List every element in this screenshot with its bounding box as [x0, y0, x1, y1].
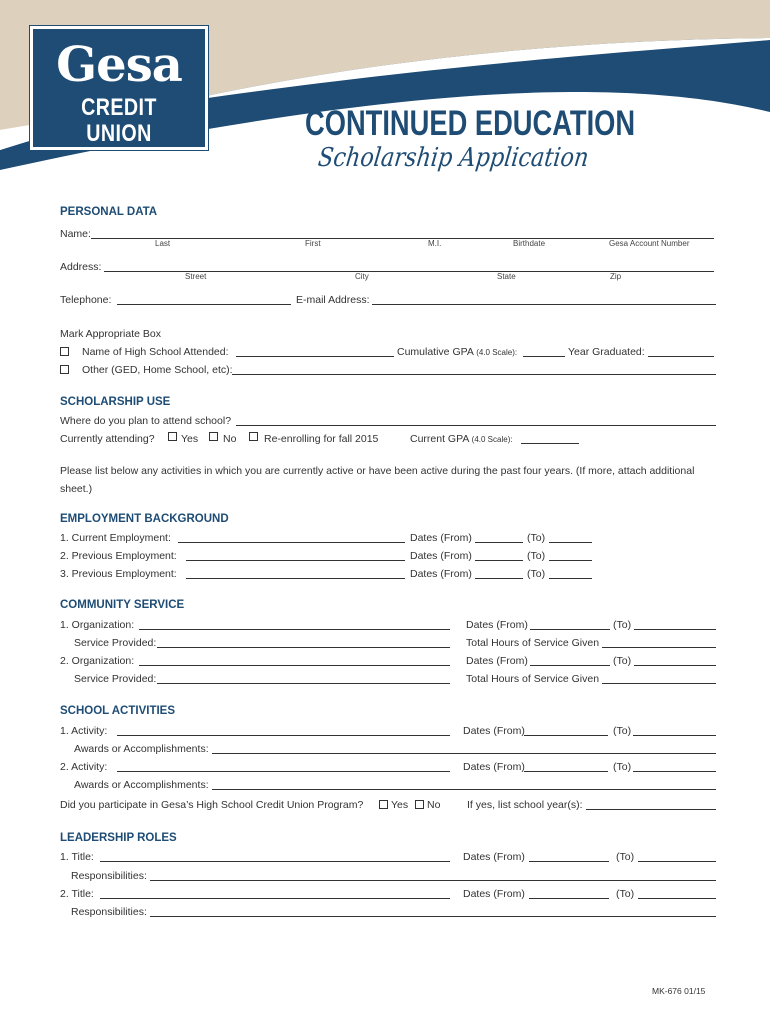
- total-hours-label: Total Hours of Service Given: [466, 673, 600, 685]
- form-code: MK-676 01/15: [652, 986, 706, 996]
- program-yes-label: Yes: [391, 799, 409, 811]
- attending-yes-checkbox[interactable]: [168, 432, 177, 441]
- dates-from-label: Dates (From): [466, 619, 528, 631]
- responsibilities-label: Responsibilities:: [71, 906, 147, 918]
- total-hours-label: Total Hours of Service Given: [466, 637, 600, 649]
- activity-label: 2. Activity:: [60, 761, 108, 773]
- awards-label: Awards or Accomplishments:: [74, 743, 209, 755]
- activities-instructions: Please list below any activities in which you are currently active or have been active during the past four years. (If more, attach additional sheet.): [60, 465, 695, 495]
- dates-from-field[interactable]: [529, 861, 609, 862]
- organization-label: 1. Organization:: [60, 619, 135, 631]
- employment-row-label: 3. Previous Employment:: [60, 568, 177, 580]
- employment-row-label: 1. Current Employment:: [60, 532, 171, 544]
- attending-yes-label: Yes: [181, 433, 199, 445]
- title-field[interactable]: [100, 898, 450, 899]
- organization-label: 2. Organization:: [60, 655, 135, 667]
- title-label: 1. Title:: [60, 851, 94, 863]
- dates-from-label: Dates (From): [410, 568, 472, 580]
- dates-from-field[interactable]: [475, 542, 523, 543]
- awards-field[interactable]: [212, 753, 716, 754]
- caption-account-number: Gesa Account Number: [609, 239, 690, 248]
- other-school-checkbox[interactable]: [60, 365, 69, 374]
- activity-field[interactable]: [117, 735, 450, 736]
- title-field[interactable]: [100, 861, 450, 862]
- section-school-activities: SCHOOL ACTIVITIES: [60, 705, 176, 717]
- dates-from-field[interactable]: [475, 578, 523, 579]
- dates-from-label: Dates (From): [466, 655, 528, 667]
- dates-to-label: (To): [613, 725, 632, 737]
- dates-from-field[interactable]: [524, 771, 608, 772]
- program-no-label: No: [427, 799, 441, 811]
- dates-from-field[interactable]: [530, 629, 610, 630]
- dates-to-label: (To): [613, 761, 632, 773]
- service-provided-label: Service Provided:: [74, 673, 157, 685]
- dates-to-field[interactable]: [638, 898, 716, 899]
- dates-to-label: (To): [527, 550, 546, 562]
- employment-row-label: 2. Previous Employment:: [60, 550, 177, 562]
- section-scholarship-use: SCHOLARSHIP USE: [60, 396, 171, 408]
- responsibilities-field[interactable]: [150, 916, 716, 917]
- service-provided-field[interactable]: [157, 647, 450, 648]
- telephone-label: Telephone:: [60, 294, 112, 306]
- previous-employment-field[interactable]: [186, 578, 405, 579]
- previous-employment-field[interactable]: [186, 560, 405, 561]
- current-gpa-label: Current GPA (4.0 Scale):: [410, 433, 513, 445]
- hs-program-question: Did you participate in Gesa’s High School Credit Union Program?: [60, 799, 364, 811]
- cumulative-gpa-field[interactable]: [523, 356, 565, 357]
- dates-to-label: (To): [616, 851, 635, 863]
- organization-field[interactable]: [139, 629, 450, 630]
- caption-first: First: [305, 239, 321, 248]
- telephone-field[interactable]: [117, 304, 291, 305]
- email-label: E-mail Address:: [296, 294, 370, 306]
- awards-field[interactable]: [212, 789, 716, 790]
- logo-subtext: CREDIT UNION: [81, 94, 157, 147]
- currently-attending-label: Currently attending?: [60, 433, 155, 445]
- organization-field[interactable]: [139, 665, 450, 666]
- dates-to-field[interactable]: [634, 629, 716, 630]
- service-provided-label: Service Provided:: [74, 637, 157, 649]
- activity-field[interactable]: [117, 771, 450, 772]
- other-school-field[interactable]: [232, 374, 716, 375]
- dates-to-field[interactable]: [633, 771, 716, 772]
- dates-from-label: Dates (From): [463, 725, 525, 737]
- dates-from-field[interactable]: [475, 560, 523, 561]
- page-subtitle: Scholarship Application: [316, 143, 591, 173]
- service-provided-field[interactable]: [157, 683, 450, 684]
- total-hours-field[interactable]: [602, 647, 716, 648]
- gesa-logo: [30, 26, 208, 150]
- dates-from-field[interactable]: [530, 665, 610, 666]
- current-gpa-field[interactable]: [521, 443, 579, 444]
- title-label: 2. Title:: [60, 888, 94, 900]
- activity-label: 1. Activity:: [60, 725, 108, 737]
- dates-to-field[interactable]: [549, 560, 592, 561]
- high-school-checkbox[interactable]: [60, 347, 69, 356]
- name-label: Name:: [60, 228, 91, 240]
- year-graduated-label: Year Graduated:: [568, 346, 645, 358]
- email-field[interactable]: [372, 304, 716, 305]
- dates-to-field[interactable]: [633, 735, 716, 736]
- caption-state: State: [497, 272, 516, 281]
- program-yes-checkbox[interactable]: [379, 800, 388, 809]
- address-label: Address:: [60, 261, 102, 273]
- cumulative-gpa-label: Cumulative GPA (4.0 Scale):: [397, 346, 518, 358]
- dates-from-label: Dates (From): [463, 761, 525, 773]
- dates-to-field[interactable]: [549, 578, 592, 579]
- total-hours-field[interactable]: [602, 683, 716, 684]
- other-school-label: Other (GED, Home School, etc):: [82, 364, 233, 376]
- section-leadership-roles: LEADERSHIP ROLES: [60, 832, 177, 844]
- reenrolling-label: Re-enrolling for fall 2015: [264, 433, 379, 445]
- dates-to-field[interactable]: [549, 542, 592, 543]
- attending-no-checkbox[interactable]: [209, 432, 218, 441]
- high-school-field[interactable]: [236, 356, 394, 357]
- dates-to-label: (To): [616, 888, 635, 900]
- attend-where-field[interactable]: [236, 425, 716, 426]
- dates-to-label: (To): [527, 568, 546, 580]
- year-graduated-field[interactable]: [648, 356, 714, 357]
- dates-from-label: Dates (From): [463, 851, 525, 863]
- school-years-field[interactable]: [586, 809, 716, 810]
- dates-to-label: (To): [527, 532, 546, 544]
- section-employment: EMPLOYMENT BACKGROUND: [60, 513, 229, 525]
- caption-last: Last: [155, 239, 171, 248]
- mark-box-label: Mark Appropriate Box: [60, 328, 161, 340]
- current-employment-field[interactable]: [178, 542, 405, 543]
- caption-mi: M.I.: [428, 239, 442, 248]
- dates-to-label: (To): [613, 619, 632, 631]
- section-personal-data: PERSONAL DATA: [60, 206, 158, 218]
- section-community-service: COMMUNITY SERVICE: [60, 599, 185, 611]
- dates-from-label: Dates (From): [410, 532, 472, 544]
- dates-from-label: Dates (From): [410, 550, 472, 562]
- caption-birthdate: Birthdate: [513, 239, 546, 248]
- caption-zip: Zip: [610, 272, 622, 281]
- dates-to-label: (To): [613, 655, 632, 667]
- caption-street: Street: [185, 272, 207, 281]
- attend-where-label: Where do you plan to attend school?: [60, 415, 232, 427]
- caption-city: City: [355, 272, 369, 281]
- dates-to-field[interactable]: [638, 861, 716, 862]
- attending-no-label: No: [223, 433, 237, 445]
- dates-from-field[interactable]: [529, 898, 609, 899]
- dates-from-label: Dates (From): [463, 888, 525, 900]
- dates-to-field[interactable]: [634, 665, 716, 666]
- dates-from-field[interactable]: [524, 735, 608, 736]
- school-years-label: If yes, list school year(s):: [467, 799, 583, 811]
- responsibilities-label: Responsibilities:: [71, 870, 147, 882]
- awards-label: Awards or Accomplishments:: [74, 779, 209, 791]
- responsibilities-field[interactable]: [150, 880, 716, 881]
- program-no-checkbox[interactable]: [415, 800, 424, 809]
- logo-wordmark: Gesa: [56, 37, 182, 93]
- page-title: CONTINUED EDUCATION: [305, 104, 636, 143]
- high-school-label: Name of High School Attended:: [82, 346, 229, 358]
- reenrolling-checkbox[interactable]: [249, 432, 258, 441]
